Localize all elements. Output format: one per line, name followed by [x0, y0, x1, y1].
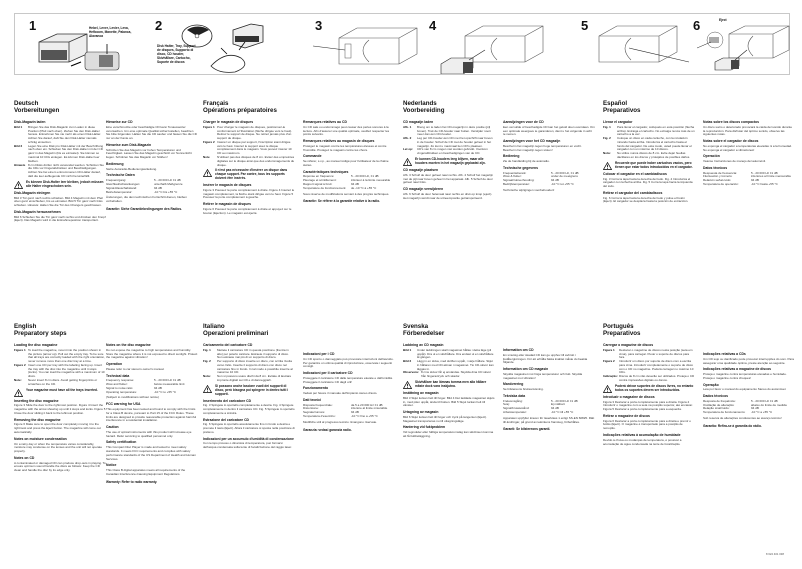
paragraph: Do not expose the magazine to high temperatures and humidity. Store the magazine where it is not exposed to direct sunlight. Protect the magazine against vibration!: [106, 347, 198, 360]
paragraph: On a rainy day or when the temperature varies considerably, moisture may condense on the lenses and the unit will not operate properly.: [14, 441, 103, 454]
paragraph: Fig. 6 Spingete lo sportello assolutamente fino in fondo a destra e premete il tasto (Eject). Allora il caricatore si sposta nella posizione di prelievo.: [203, 422, 295, 434]
section-portugues: [603, 323, 793, 341]
heading: Remarques relatives au magasin de disques: [303, 139, 375, 144]
svenska-column-2: [503, 346, 595, 431]
figure-3: [311, 14, 431, 76]
section-subtitle: Preparativos: [603, 330, 641, 337]
language-title: Português: [603, 323, 634, 330]
heading: Indicazioni per un accumulo d'umidità di condensazione: [203, 436, 294, 441]
eject-callout: Eject: [719, 18, 727, 22]
tech-spec-row: Signaal/ruisverhouding: 94 dB: [503, 178, 559, 183]
section-espanol: [603, 100, 793, 118]
heading: Disk-Magazin laden: [14, 120, 46, 124]
lever-callout: Hebel, Lever, Levier, Leva, Hefboom, Manette, Palanca, Alavanca: [89, 26, 132, 38]
paragraph: Fig. 3 Corra la tapa hacia la derecha del todo. Fig. 4 Introduzca el cargador con la flecha arriba. Fig. 5 Corra la tapa hacia la izquierda del todo.: [603, 176, 693, 189]
paragraph: Fig. 6 Corra la tapa hacia la derecha del todo y pulse el botón (Eject). El cargador se desplaza hasta la posición de extracción.: [603, 195, 689, 204]
tech-spec-row: Relação sinal/ruído: 94 dB: [703, 406, 759, 411]
section-svenska: [403, 323, 593, 341]
instruction-step: Bild 2 Lägg in en skiva, med skriften uppåt, i varje hållare. Skjut in hållaren med CD-skivan i magasinet. Tio CD-skivor kan läggas in.: [403, 359, 494, 371]
figure-number: 6: [693, 18, 701, 33]
paragraph: Se bilstereons bruksanvisning.: [503, 387, 544, 392]
warning-box: Er kunnen CD-houders leeg blijven, maar alle houders moeten in het magazijn geplaatst zijn.: [403, 158, 495, 166]
heading: Operation: [106, 362, 123, 367]
heading: Estrazione del caricatore CD: [203, 417, 249, 422]
heading: Funzionamento: [303, 386, 329, 391]
paragraph: Un CD sporco o danneggiato può provocare interruzioni dell'ascolto. Per garantire un ottima qualità di riproduzione, osservate i seguenti consigli.: [303, 356, 394, 369]
heading: Notes on moisture condensation: [14, 436, 67, 441]
note: Hinweis 8 cm Disks dürfen nicht verwendet werden. Schützen Sie die CDs vor Fingerabdrücken und Beschädigungen. Achten Sie bei einem entnommenen CD-Halter darauf, daß die leer aufliegende CD nicht herunterfällt.: [14, 162, 104, 179]
section-subtitle: Förberedelser: [403, 330, 445, 337]
section-italiano: [203, 323, 393, 341]
instruction-step: Fig. 2 Coloque un disco en cada cartucho, con la rotulación mirando hacia arriba. Introduzca el cartucho hasta el fondo del cargador. De esta modo, usted puede llenar el cargador con un máximo de 10 discos.: [603, 136, 692, 152]
paragraph: Proteja o magazine contra temperaturas elevadas e humidade. Proteja o magazine contra choques!: [703, 372, 787, 380]
warning-triangle-icon: [14, 389, 23, 397]
heading: Information om CD: [503, 348, 534, 352]
heading: Datos técnicos: [703, 165, 728, 170]
tech-spec-row: Frequentiebereik: 5 - 20 000 Hz, ±1 dB: [503, 170, 579, 175]
heading: Safety certification: [106, 440, 137, 445]
instruction-step: Afb. 1 Breng om te laden het CD-magazijn in deze positie (pijl boven). Trek de CD-houder naar buiten. Verwijder nooit meer dan één CD-houder.: [403, 124, 491, 137]
tech-spec-row: Réponse en fréquence: 5 - 20 000 Hz, ±1 dB: [303, 174, 379, 179]
heading: Indicações relativas a magazine de discos: [703, 367, 772, 372]
heading: Technical data: [106, 373, 130, 378]
heading: Technische Daten: [106, 173, 135, 178]
paragraph: Vid regnväder eller häftiga temperaturomslag kan skivlinsen komma att få fuktbeläggning.: [403, 430, 494, 438]
instruction-step: Bild 1 Under laddningen skall magasinet hållas i detta läge (pil uppåt). Dra ut en skivhållare. Dra endast ut en skivhållare åt gången.: [403, 347, 494, 360]
note: Nota: No utilice nunca discos de 8 cm. Evite dejar huellas dactilares en los discos y protéjalos de posibles daños.: [603, 151, 691, 160]
heading: Caricamento del caricatore CD: [203, 343, 253, 347]
warranty-note: Garantie: Se référer à la garantie relative à la radio.: [303, 199, 381, 204]
paragraph: Fig. 3 Spingete lo sportello completamente a destra. Fig. 4 Spingete completamente in dentro il caricatore CD. Fig. 5 Spingete lo sportello completamente a sinistra.: [203, 403, 295, 415]
insert-magazine-illustration: [439, 24, 545, 74]
heading: Disk-Magazin einlegen: [14, 190, 51, 195]
note: Indicação: Discos de 8 cm não deverão ser utilizados. Proteja o CD contra impressões digitais ou danos.: [603, 374, 695, 383]
paragraph: Bild 6 Schieben Sie die Tür ganz nach rechts und drücken den Knopf (Eject). Das Magazin wird in die Entnahmeposition transportiert.: [14, 214, 106, 223]
heading: Aanwijzingen voor de CD: [503, 120, 544, 124]
paragraph: Figura 3 Deslocar a porta completamente para a direita. Figura 4 Introduzir o magazine com a seta na posição superior, até encaixar. Figura 5 Deslocar a porta completamente para a esquerda.: [603, 399, 693, 412]
section-francais: [203, 100, 393, 118]
tech-spec-row: Distorsione: inferiore al limite misurabile: [303, 406, 388, 411]
tech-spec-row: Pleurage et scintillement: inférieur à la limite mesurable: [303, 178, 391, 183]
heading: Retirer le magasin de disques: [203, 202, 252, 207]
tech-spec-row: Signal-Rauschabstand: 94 dB: [106, 185, 162, 190]
figure-number: 1: [29, 18, 37, 33]
heading: Dados técnicos: [703, 394, 729, 399]
heading: Remarques relatives au CD: [303, 120, 347, 124]
eject-magazine-illustration: [697, 22, 791, 74]
figure-6: [693, 14, 791, 76]
heading: Retirar el cargador del cambiadiscos: [603, 190, 663, 195]
paragraph: Schützen Sie das Magazin vor hohen Temperaturen und Feuchtigkeit. Lassen Sie das Magazin geschützt vor Sonnenlicht liegen. Schützen Sie das Magazin vor Stößen!: [106, 147, 192, 160]
instruction-step: Figure 2 Insérez un disque par support, l'inscription étant dirigée vers le haut. Insérez le support avec le disque complètement dans le magasin. Vous pouvez insérer 10 CD au maximum.: [203, 139, 292, 156]
paragraph: Un CD sale ou endommagé peut causer des pertes sonores à la lecture. Afin d'assurer une qualité optimale, veuillez respecter les points suivants.: [303, 124, 390, 137]
paragraph: The use of optical instruments with this product will increase eye hazard. Refer servicing to qualified personnel only.: [106, 429, 192, 438]
paragraph: En smutsig eller skadad CD kan ge upphov till avbrott i ljudåtergivningen. För att erhålla bästa kvalitet måste du beakta följande.: [503, 352, 588, 365]
paragraph: Figure 6 Make sure to open the door completely moving it to the rightmost and press the Eject button. The magazine will come out automatically.: [14, 422, 101, 435]
paragraph: This Compact Disc Player is made and tested to meet safety standards. It meets FCC requirements and complies with safety performance standards of the US Department of Health and Human Services.: [106, 445, 196, 461]
tech-spec-row: Operating temperature: -10 °C to +55 °C: [106, 389, 176, 394]
tech-spec-row: Respuesta de frecuencia: 5 - 20 000 Hz ±1 dB: [703, 170, 778, 175]
heading: Retirar o magazine de discos: [603, 413, 650, 418]
heading: CD magazijn laden: [403, 120, 434, 124]
illustration-panel: [14, 13, 790, 75]
language-title: Italiano: [203, 323, 225, 330]
instruction-step: Figura 2 Introduzir um disco por suporte de disco com a escrita para cima. Introduzir completamente o suporte de disco com o CD no magazine. Poderá carregar no máximo 10 CDs.: [603, 359, 694, 375]
tech-spec-row: Signal/brusavstånd: 94 dB: [503, 406, 559, 411]
section-nederlands: [403, 100, 593, 118]
paragraph: Technische wijzigingen voorbehouden!: [503, 187, 555, 192]
figure-5: [581, 14, 695, 76]
language-title: Français: [203, 100, 229, 107]
section-subtitle: Opérations préparatoires: [203, 107, 277, 114]
heading: Introduzir o magazine de discos: [603, 394, 655, 399]
instruction-step: Figure 1 To load the magazine, mount into the position shown in the picture (arrow up). Pull out the empty tray. To be sure that all trays are correctly loaded with the right orientation, never remove more than one disc tray at a time.: [14, 347, 105, 364]
tech-spec-row: Oscilação de alteração: abaixo do limite de medida: [703, 402, 787, 407]
heading: Commande: [303, 154, 322, 159]
paragraph: Protégez le magasin contre les températures élevées et contre l'humidité. Protégez le magasin contre les chocs.: [303, 143, 387, 152]
paragraph: Con tempo piovoso o dinamica di temperatura, può formarsi dell'acqua condensata sulla lente di focalizzazione del raggio laser.: [203, 441, 292, 450]
heading: Dati tecnici: [303, 397, 322, 402]
francais-column-1: [203, 118, 295, 217]
paragraph: Eine verschmutzte oder beschädigte CD kann Tonaussetzer verursachen. Um eine optimale Qualität sicherzustellen, beachten Sie bitte folgendes: Halten Sie die CD sauber und fassen Sie die CD nur an der Kante an.: [106, 124, 197, 141]
tech-spec-row: Svaj: Ej mätbart: [503, 402, 565, 407]
paragraph: No exponga el cargador a temperaturas elevadas ni a la humedad. No exponga el cargador a vibraciones!: [703, 143, 792, 152]
heading: Hinweise zum Disk-Magazin: [106, 142, 152, 147]
warranty-note: Garanti: Se bilstereons garanti.: [503, 427, 551, 432]
tech-spec-row: Gleichlaufschwankungen: unterhalb Meßgrenze: [106, 181, 183, 186]
figure-number: 3: [315, 18, 323, 33]
paragraph: Bild 3 Tür ganz nach rechts schieben. Bild 4 Magazin mit dem Pfeil oben ganz einschieben, bis es einrastet. Bild 5 Tür ganz nach links schieben. Hinweis: Halten Sie die Tür des Changers geschlossen.: [14, 195, 103, 208]
paragraph: Afb. 6 Schuif de deur helemaal naar rechts en druk op knop (eject). Het magazijn wordt naar de uitneempositie getransporteerd.: [403, 191, 493, 200]
paragraph: Een vervuilde of beschadigde CD kan het geluid doen overslaan. Om een optimale weergave te garanderen, dient u het volgende in acht te nemen.: [503, 124, 595, 137]
instruction-step: Figure 2 Insert one CD per tray with the labeling facing up. Insert the tray with the disc into the magazine until it stops (locks). You can load the magazine with a maximum of 10 discs.: [14, 362, 105, 379]
paragraph: Proteggete il caricatore CD dalle temperature elevate e dall'umidità. Proteggete il caricatore CD dagli urti!: [303, 375, 393, 384]
paragraph: Sob reserva de alterações conducentes ao avanço técnico!: [703, 415, 782, 420]
warning-box: Recuerde que puede haber cartuchos vacíos, pero tienen que estar todos introducidos en el cargador.: [603, 162, 695, 170]
paragraph: Bild 6 Skjut luckan helt till höger och tryck på tangenten (Eject). Magasinet transporteras nu till uttagningsläge.: [403, 414, 487, 423]
heading: Bediening: [503, 154, 520, 159]
tech-spec-row: Betriebstemperatur: -10 °C bis +55 °C: [106, 189, 178, 194]
warning-box: Poderá deixar suportes de discos livres, no entanto todos os suportes devem ser introduzidos.: [603, 385, 695, 393]
note: Let op: CD's van 8 cm mogen niet worden gebruikt. Voorkom vingerafdrukken en beschadigingen van de CD.: [403, 147, 488, 156]
heading: Bedienung: [106, 161, 124, 166]
document-code: 8 622 401 038: [766, 552, 784, 556]
tech-spec-row: Wow and flutter: below measurable limit: [106, 382, 185, 387]
tech-spec-row: Temperatura d'esercizio: -10 °C fino a +55 °C: [303, 413, 378, 418]
instruction-step: Fig. 1 Mettete il caricatore CD in questa posizione (freccia in alto) per poterlo caricare. Estraete il supporto di disco. Non estraete mai più di un supporto di disco.: [203, 347, 289, 360]
heading: Notas sobre los discos compactos: [703, 120, 759, 124]
figure-1: [25, 14, 145, 76]
warning-box: Skivhållare kan lämnas tomma men alla hållare måste dock vara inskjutna.: [403, 381, 495, 389]
paragraph: Siehe Autoradio-Bedienungsanleitung.: [106, 166, 158, 171]
paragraph: Véanse Instrucciones de manejo del automóvil.: [703, 159, 766, 164]
heading: Notice: [106, 463, 117, 468]
paragraph: Modifiche utili al progresso tecnico rimangono riservate.: [303, 419, 378, 424]
paragraph: Zie de handleiding bij de autoradio.: [503, 159, 550, 164]
figure-number: 4: [429, 18, 437, 33]
portugues-column-1: [603, 341, 695, 448]
paragraph: Figura 6 Deslocar a porta completamente para a direita e premir o botão (Eject). O magazine é transportado para a posição de remoção.: [603, 418, 691, 431]
portugues-column-2: [703, 350, 795, 428]
heading: Caution: [106, 425, 119, 430]
paragraph: Bescherm het magazijn tegen hoge temperaturen en vocht. Bescherm het magazijn tegen stoten!: [503, 143, 582, 152]
tech-spec-row: Resposta de frequência: 5 - 20 000 Hz ±1 dB: [703, 398, 778, 403]
paragraph: Leia por favor o manual do equipamento Stereo do automóvel.: [703, 387, 787, 392]
svenska-column-1: [403, 341, 495, 440]
heading: Hantering vid fuktproblem: [403, 425, 446, 430]
figure-number: 5: [581, 18, 589, 33]
tech-spec-row: Température de fonctionnement: de -10 °C à +55 °C: [303, 185, 377, 190]
section-deutsch: [14, 100, 204, 118]
paragraph: Vedasi per favore il manuale dell'impianto stereo d'auto.: [303, 391, 378, 396]
heading: Disk-Magazin herausnehmen: [14, 209, 61, 214]
tech-spec-row: Temperatura de funcionamento: -10 °C a +55 °C: [703, 410, 773, 415]
heading: Indicações relativas à acumulação de humidade: [603, 433, 681, 438]
instruction-step: Bild 2 Legen Sie eine Disk pro Disk-Halter mit der Beschriftung nach oben ein. Schieben Sie den Disk-Halter mit der CD ganz in das Magazin (bis es einrastet). Sie können so maximal 10 CDs einlegen. Es können Disk-Halter leer bleiben.: [14, 143, 104, 163]
instruction-step: Bild 1 Bringen Sie das Disk-Magazin zum Laden in diese Position (Pfeil nach oben). Ziehen Sie den Disk-Halter heraus. Entnehmen Sie nie mehr als einen Disk-Halter. Achten Sie darauf, daß Sie den Disk-Halter niemals schräg einsetzen.: [14, 124, 102, 144]
heading: Llenar el cargador: [603, 120, 633, 124]
heading: Aanwijzingen voor het CD magazijn: [503, 139, 561, 144]
heading: Hinweise zur CD: [106, 120, 133, 124]
instruction-step: Fig. 1 Para llenar el cargador, colóquelo en esta posición (flecha arriba). Extraiga el cartucho. No extraiga nunca más de un cartucho a la vez.: [603, 124, 695, 137]
italiano-column-1: [203, 341, 295, 452]
tech-spec-row: Wow & flutter: onder de meetgrens: [503, 174, 578, 179]
heading: Urtagning av magasin: [403, 410, 439, 415]
tech-spec-row: Signal to noise ratio: 94 dB: [106, 385, 162, 390]
heading: Colocar el cargador en el cambiadiscos: [603, 171, 667, 176]
heading: Loading the disc magazine: [14, 343, 58, 347]
tech-spec-row: Segnale/rumore: 94 dB: [303, 410, 359, 415]
heading: Manövrering: [503, 382, 524, 387]
section-english: [14, 323, 204, 341]
heading: Inserting the disc magazine: [14, 398, 59, 403]
warning-box: Your magazine must have all the trays inserted.: [14, 389, 106, 397]
tech-spec-row: Bedrijfstemperatuur: -10 °C tot +55 °C: [503, 181, 574, 186]
heading: Laddning av CD magasin: [403, 343, 444, 347]
paragraph: Skydda magasinet mot höga temperaturer och fukt. Skydda magasinet mot vibration!: [503, 371, 583, 380]
heading: Carregar o magazine de discos: [603, 343, 654, 347]
paragraph: Please refer to car stereo's owner's manual.: [106, 366, 165, 371]
paragraph: Devido à chuva ou mudanças de temperatura, é possível a acumulação de água condensada na lente de focalização.: [603, 437, 682, 446]
warranty-note: Garantia: Refira-se à garantia do rádio.: [703, 423, 762, 428]
warranty-note: Garanzia: vedasi garanzia radio.: [303, 427, 352, 432]
paragraph: This equipment has been tested and found to comply with the limits for a Class B device, pursuant to Part 15 of the FCC Rules. These limits are designed to provide reasonable protection against harmful interference in a residential installation.: [106, 406, 197, 423]
paragraph: (Subject to modifications without notice): [106, 395, 159, 400]
instruction-step: Fig. 2 Per supporto di disco inserite un disco, con scritta rivolta verso l'alto. Inserite il supporto di disco con disco nel caricatore fino in fondo. In tal modo è possibile inserire al massimo 10 CD.: [203, 359, 293, 375]
figure-number: 2: [155, 18, 163, 33]
tech-spec-row: Rapport signal à bruit: 94 dB: [303, 181, 359, 186]
instruction-step: Afb. 2 Leg per CD-houder één CD met het opschrift naar boven in de houder. Schuif de CD met de houder geheel in het magazijn. Zo kunt u maximaal tien CD's plaatsen.: [403, 136, 493, 148]
deutsch-column-2: [106, 118, 198, 211]
paragraph: Sous réserve de modifications servant à des progrès techniques.: [303, 191, 390, 196]
heading: Insättning av magasin: [403, 391, 439, 396]
tech-spec-row: Temperatura de operación: -10 °C hasta +55 °C: [703, 181, 778, 186]
note: Note N'utilisez pas des disques de 8 cm. Evitez des empreintes digitales sur le disque ainsi que des endommagements du disque.: [203, 155, 295, 167]
heading: Notes on CD: [14, 455, 35, 460]
deutsch-column-1: [14, 118, 106, 225]
warning-box: Si possono anche lasciare vuoti dei supporti di disco, però bisogna poi spingere in dentro tutti i supporti.: [203, 385, 295, 397]
heading: Indicazioni per il caricatore CD: [303, 371, 353, 376]
paragraph: Figure 3 Slide the door to the rightmost position. Figure 4 Insert the magazine with the arrow showing up until it stops and locks. Figure 5 Close the door sliding it back to the leftmost position.: [14, 403, 106, 415]
instruction-step: Figura 1 Deslocar o magazine de discos nesta posição (seta em cima), para carregar. Puxar o suporte de discos para fora.: [603, 347, 693, 360]
tray-callout: Disk Halter, Tray, Support de disques, Supporto di disco, CD houder, Skivhållare, Cartucho, Suporte de discos: [157, 44, 196, 64]
section-subtitle: Operazioni preliminari: [203, 330, 269, 337]
nederlands-column-2: [503, 118, 595, 194]
heading: Tekniska data: [503, 393, 526, 398]
language-title: English: [14, 323, 37, 330]
english-column-2: [106, 341, 198, 484]
tech-spec-row: Frequenzgang: 5 - 20 000 Hz ±1 dB: [106, 178, 181, 183]
section-subtitle: Preparativos: [603, 107, 641, 114]
paragraph: Se référer, s.v.p., au manuel rédigé pour l'utilisateur de la chaîne stéréo.: [303, 159, 389, 167]
heading: Notes on the disc magazine: [106, 343, 151, 347]
espanol-column-1: [603, 118, 695, 206]
heading: Operación: [703, 154, 720, 159]
heading: Information om CD magasin: [503, 367, 549, 372]
warranty-note: Warranty: Refer to radio warranty.: [106, 479, 158, 484]
heading: Indicazioni per i CD: [303, 352, 335, 356]
heading: Technische gegevens: [503, 165, 538, 170]
warning-triangle-icon: [14, 181, 23, 189]
close-door-illustration: [593, 22, 693, 72]
note: Nota: Non si possono usare dischi da 8 cm. Evitate di lasciare impronte digitali sui CD e di danneggiarli.: [203, 374, 292, 383]
warning-triangle-icon: [603, 162, 612, 170]
heading: Operação: [703, 382, 719, 387]
heading: Caractéristiques techniques: [303, 169, 349, 174]
language-title: Nederlands: [403, 100, 437, 107]
paragraph: Um CD sujo ou danificado pode provocar interrupções do som. Para assegurar uma qualidade óptima, preste atenção ao seguinte.: [703, 356, 794, 365]
heading: Insérer le magasin de disques: [203, 183, 252, 188]
heading: Charger le magasin de disques: [203, 120, 254, 124]
francais-column-2: [303, 118, 395, 203]
warning-triangle-icon: [403, 381, 412, 389]
tech-spec-row: Relación señal-ruido: 94 dB: [703, 178, 759, 183]
heading: Notas sobre el cargador de discos: [703, 139, 759, 144]
warning-triangle-icon: [603, 385, 612, 393]
warning-box: Es können Disk-Halter leer bleiben, jedoch müssen alle Halter eingeschoben sein.: [14, 181, 106, 189]
tech-spec-row: Arbetstemperatur: -10 °C till +55 °C: [503, 409, 574, 414]
tech-spec-row: Frequency response: 5 - 20 000 Hz ±1 dB: [106, 378, 181, 383]
paragraph: A contaminated or damaged CD can produce drop-outs in playing. To ensure optimum sound handle the discs as follows: Keep the CD clean and handle the disc by its edge only.: [14, 460, 106, 473]
instruction-step: Figure 1 Pour charger le magasin de disques, positionnez-le conformément à l'illustration (flèche dirigée vers le haut). Retirez le support de disque. Ne retirez jamais plus d'un support de disque.: [203, 124, 293, 141]
italiano-column-2: [303, 350, 395, 432]
section-subtitle: Preparatory steps: [14, 330, 67, 337]
warning-triangle-icon: [203, 385, 212, 393]
warning-box: Il n'est pas nécessaire d'insérer un disque dans chaque support. Par contre, tous les supports doivent être insérés.: [203, 169, 295, 181]
language-title: Svenska: [403, 323, 429, 330]
warning-triangle-icon: [403, 158, 412, 166]
english-column-1: [14, 341, 106, 475]
figure-4: [425, 14, 545, 76]
section-subtitle: Vorbereitungen: [14, 107, 60, 114]
paragraph: Afb. 3 Schuif de deur geheel naar rechts. Afb. 4 Schuif het magazijn met de pijl naar boven geheel in het apparaat. Afb. 5 Schuif de deur geheel naar links.: [403, 172, 494, 185]
paragraph: Figure 3 Poussez la porte complètement à droite. Figure 4 Insérez le magasin complètement, la flèche étant dirigée vers le haut. Figure 5 Poussez la porte complètement à gauche.: [203, 187, 295, 200]
heading: Indicações relativas a CDs: [703, 352, 746, 356]
paragraph: Figure 6 Poussez la porte complètement à droite et appuyez sur le bouton (Ejection). Le magasin est éjecté.: [203, 206, 292, 215]
heading: CD magazijn verwijderen: [403, 187, 444, 192]
language-title: Deutsch: [14, 100, 39, 107]
paragraph: Apparaten uppfyller kraven för laserklass 1 enligt SS-EN 60825. Rätt till ändringar, på grund av teknikens framsteg, förbehålles.: [503, 415, 595, 424]
heading: Inserimento del caricatore CD: [203, 398, 252, 403]
changer-door-open-illustration: [313, 22, 423, 72]
heading: Removing the disc magazine: [14, 417, 61, 422]
language-title: Español: [603, 100, 628, 107]
note: Note: Never insert 8 cm discs. Avoid getting fingerprints or scratches on the CD.: [14, 378, 98, 386]
paragraph: Änderungen, die dem technischen Fortschritt dienen, bleiben vorbehalten.: [106, 195, 187, 204]
paragraph: Bild 3 Skjut luckan helt till höger. Bild 4 Det laddade magasinet skjuts in, med pilen uppåt, ända till botten. Bild 5 Skjut luckan helt till vänster.: [403, 395, 495, 408]
note: Observera: 8 cms skivor får ej användas. Skydda dina CD skivor från fingeravtryck och skador.: [403, 370, 492, 379]
paragraph: This Class B digital apparatus meets all requirements of the Canadian Interference-Causing Equipment Regulations.: [106, 468, 186, 476]
section-subtitle: Voorbereiding: [403, 107, 445, 114]
heading: FCC warning for USA: [106, 402, 141, 407]
heading: CD magazijn plaatsen: [403, 168, 439, 173]
warning-triangle-icon: [203, 169, 212, 177]
espanol-column-2: [703, 118, 795, 187]
paragraph: Un disco sucio o deteriorado provocará la caída del sonido durante la reproducción. Para disfrutar del óptimo sonido, observe las siguientes notas.: [703, 124, 793, 137]
tech-spec-row: Frekvensgång: 5 - 20 000 Hz ±1 dB: [503, 398, 578, 403]
nederlands-column-1: [403, 118, 495, 202]
warranty-note: Garantie: Siehe Garantiebedingungen des Radios.: [106, 206, 182, 211]
figure-2: [155, 14, 275, 76]
tech-spec-row: Fluctuación y trémolo: inferiores al límite mensurable: [703, 174, 792, 179]
tech-spec-row: Risposta frequenziale: da 5 a 20 000 Hz ±1 dB: [303, 402, 383, 407]
